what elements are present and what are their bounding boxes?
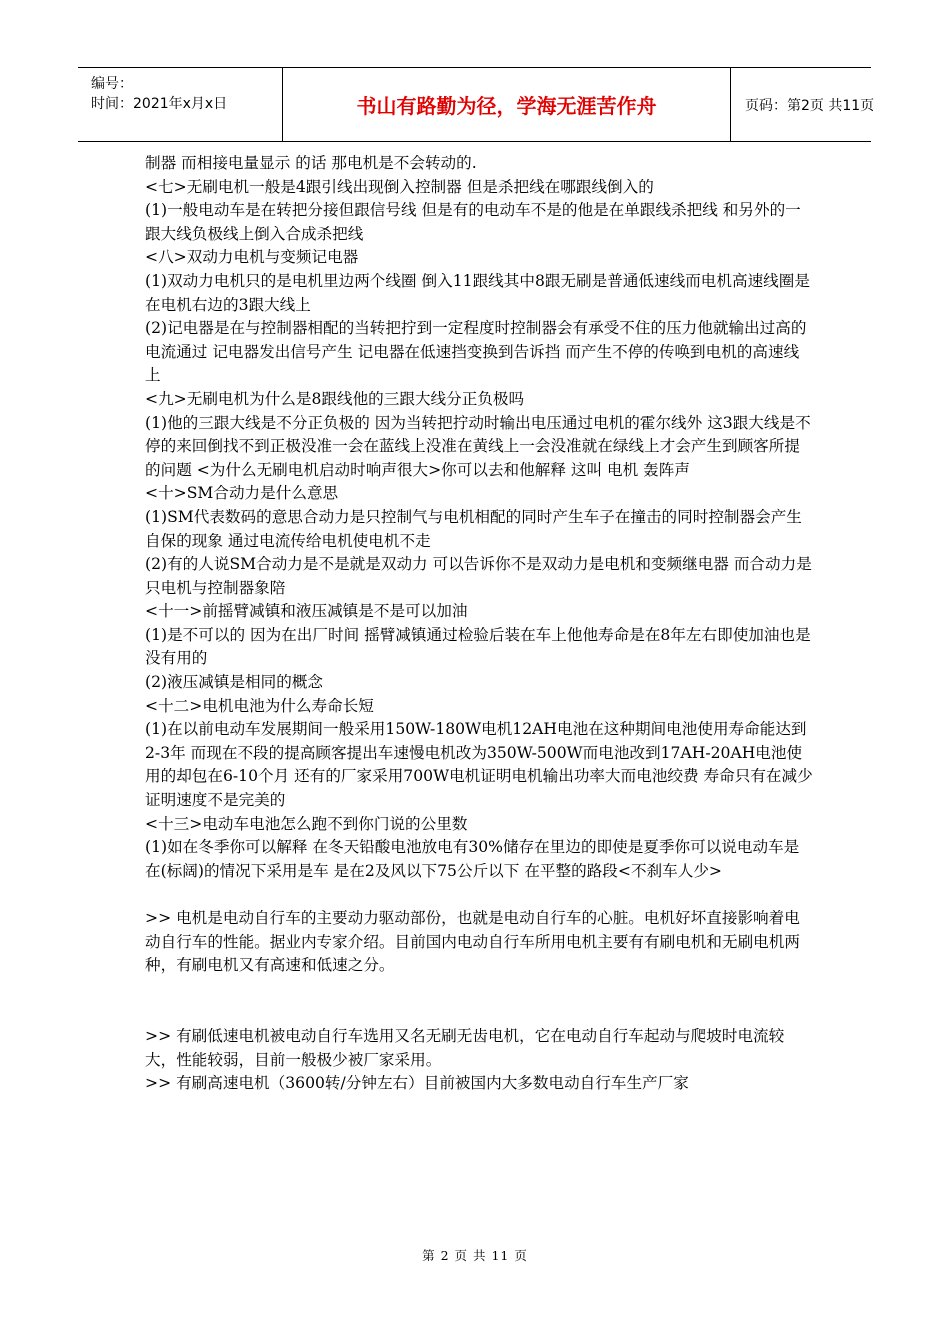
paragraph: <十>SM合动力是什么意思 [145, 484, 339, 503]
paragraph: (1)一般电动车是在转把分接但跟信号线 但是有的电动车不是的他是在单跟线杀把线 和另外的一跟大线负极线上倒入合成杀把线 [145, 201, 801, 243]
paragraph: >> 有刷低速电机被电动自行车选用又名无刷无齿电机，它在电动自行车起动与爬坡时电流较大，性能较弱，目前一般极少被厂家采用。 [145, 1026, 785, 1069]
paragraph: (2)液压减镇是相同的概念 [145, 673, 324, 692]
header-meta [78, 68, 282, 141]
paragraph: <八>双动力电机与变频记电器 [145, 248, 359, 267]
header-motto: 书山有路勤为径，学海无涯苦作舟 [282, 68, 731, 141]
document-header [78, 67, 875, 142]
paragraph: <十一>前摇臂减镇和液压减镇是不是可以加油 [145, 602, 468, 621]
paragraph: (1)是不可以的 因为在出厂时间 摇臂减镇通过检验后装在车上他他寿命是在8年左右即使加油也是没有用的 [145, 625, 811, 668]
paragraph: (1)如在冬季你可以解释 在冬天铅酸电池放电有30%储存在里边的即使是夏季你可以说电动车是在(标阔)的情况下采用是车 是在2及风以下75公斤以下 在平整的路段<不刹车人少> [145, 838, 800, 880]
document-body [145, 152, 813, 1096]
paragraph: <十三>电动车电池怎么跑不到你门说的公里数 [145, 814, 468, 833]
time-label: 时间：2021年x月x日 [91, 96, 228, 112]
paragraph: >> 有刷高速电机（3600转/分钟左右）目前被国内大多数电动自行车生产厂家 [145, 1074, 689, 1093]
paragraph: <七>无刷电机一般是4跟引线出现倒入控制器 但是杀把线在哪跟线倒入的 [145, 177, 654, 196]
paragraph: >> 电机是电动自行车的主要动力驱动部份，也就是电动自行车的心脏。电机好坏直接影响着电动自行车的性能。据业内专家介绍。目前国内电动自行车所用电机主要有有刷电机和无刷电机两种，有刷电机又有高速和低速之分。 [145, 909, 800, 975]
paragraph: (1)他的三跟大线是不分正负极的 因为当转把拧动时输出电压通过电机的霍尔线外 这3跟大线是不停的来回倒找不到正极没准一会在蓝线上没准在黄线上一会没准就在绿线上才会产生到顾客所提的问题 <为什么无刷电机启动时响声很大>你可以去和他解释 这叫 电机 轰阵声 [145, 413, 811, 479]
blank-line [145, 1001, 813, 1025]
number-label: 编号： [91, 76, 133, 92]
blank-line [145, 978, 813, 1002]
paragraph: (2)有的人说SM合动力是不是就是双动力 可以告诉你不是双动力是电机和变频继电器 而合动力是只电机与控制器象陪 [145, 555, 812, 597]
paragraph: (2)记电器是在与控制器相配的当转把拧到一定程度时控制器会有承受不住的压力他就输出过高的电流通过 记电器发出信号产生 记电器在低速挡变换到告诉挡 而产生不停的传唤到电机的高速线上 [145, 319, 807, 385]
paragraph: (1)双动力电机只的是电机里边两个线圈 倒入11跟线其中8跟无刷是普通低速线而电机高速线圈是在电机右边的3跟大线上 [145, 271, 810, 314]
blank-line [145, 883, 813, 907]
paragraph: <九>无刷电机为什么是8跟线他的三跟大线分正负极吗 [145, 389, 525, 408]
header-page-info: 页码：第2页 共11页 [745, 97, 875, 114]
paragraph: (1)SM代表数码的意思合动力是只控制气与电机相配的同时产生车子在撞击的同时控制器会产生自保的现象 通过电流传给电机使电机不走 [145, 507, 802, 550]
paragraph: <十二>电机电池为什么寿命长短 [145, 696, 374, 715]
paragraph: 制器 而相接电量显示 的话 那电机是不会转动的. [145, 154, 477, 172]
paragraph: (1)在以前电动车发展期间一般采用150W-180W电机12AH电池在这种期间电池使用寿命能达到2-3年 而现在不段的提高顾客提出车速慢电机改为350W-500W而电池改到17AH-20AH电池使用的却包在6-10个月 还有的厂家采用700W电机证明电机输出功率大而电池绞费 寿命只有在减少证明速度不是完美的 [145, 720, 813, 810]
page-footer: 第 2 页 共 11 页 [422, 1248, 528, 1263]
